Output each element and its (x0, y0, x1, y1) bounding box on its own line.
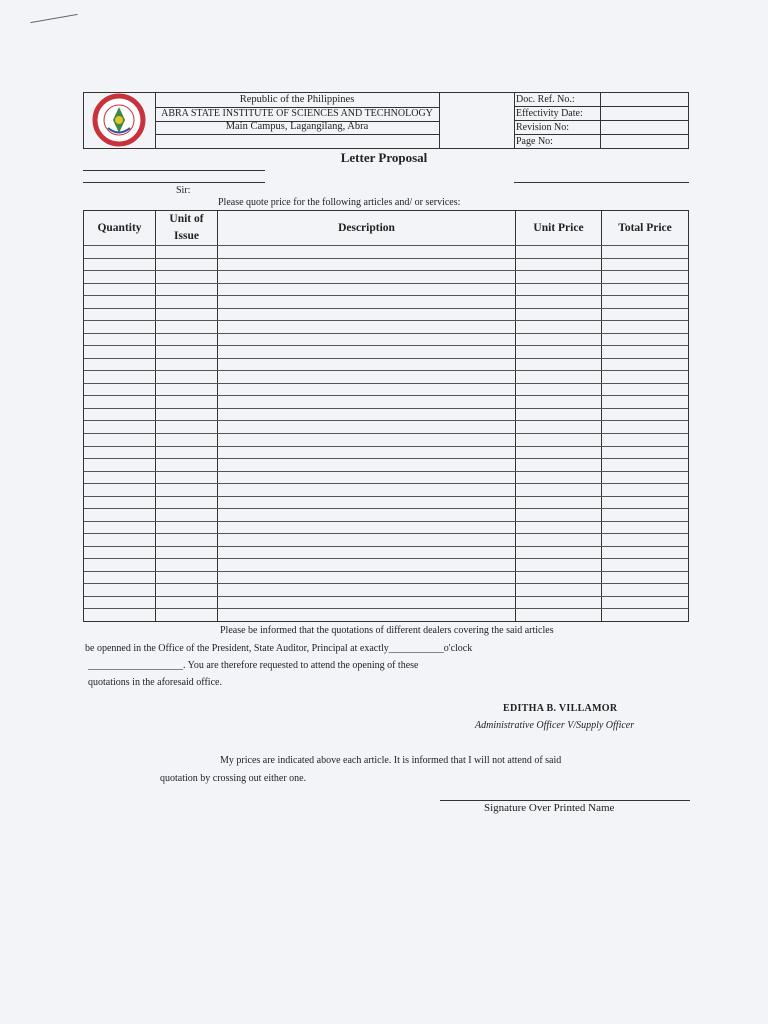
table-row (84, 596, 688, 597)
notice-line-3: ___________________. You are therefore requested to attend the opening of these (88, 660, 419, 671)
effectivity-row (514, 107, 688, 121)
column-divider (601, 211, 602, 621)
scan-mark (30, 14, 77, 23)
table-row (84, 608, 688, 609)
table-row (84, 533, 688, 534)
effectivity-label: Effectivity Date: (516, 108, 583, 119)
table-row (84, 358, 688, 359)
header-unit-of-issue: Unit of Issue (169, 213, 204, 242)
revision-label: Revision No: (516, 122, 570, 133)
document-title: Letter Proposal (340, 150, 428, 165)
table-row (84, 571, 688, 572)
table-row (84, 521, 688, 522)
table-row (84, 283, 688, 284)
table-row (84, 245, 688, 246)
addressee-line-2 (83, 182, 265, 183)
table-row (84, 458, 688, 459)
page-no-label: Page No: (516, 136, 553, 147)
logo-cell (84, 93, 156, 148)
header-description: Description (338, 221, 395, 234)
table-row (84, 483, 688, 484)
table-row (84, 496, 688, 497)
table-row (84, 546, 688, 547)
table-row (84, 258, 688, 259)
document-header (83, 92, 689, 149)
header-line-3: Main Campus, Lagangilang, Abra (155, 121, 439, 135)
signature-caption: Signature Over Printed Name (484, 802, 615, 814)
table-row (84, 320, 688, 321)
closing-line-1: My prices are indicated above each article. It is informed that I will not attend of said (220, 755, 562, 766)
table-row (84, 295, 688, 296)
items-table (83, 210, 689, 622)
institution-name-cell (155, 93, 440, 148)
document-meta (514, 93, 688, 148)
doc-ref-label: Doc. Ref. No.: (516, 94, 575, 105)
page-no-row (514, 135, 688, 149)
table-row (84, 333, 688, 334)
revision-row (514, 121, 688, 135)
header-blank-cell (439, 93, 515, 148)
date-line (514, 182, 689, 183)
notice-line-1: Please be informed that the quotations of different dealers covering the said articles (220, 625, 554, 636)
table-row (84, 446, 688, 447)
signature-line (440, 800, 690, 801)
signatory-name: EDITHA B. VILLAMOR (503, 703, 618, 714)
table-row (84, 420, 688, 421)
table-row (84, 395, 688, 396)
table-row (84, 558, 688, 559)
column-divider (515, 211, 516, 621)
signatory-position: Administrative Officer V/Supply Officer (475, 720, 635, 731)
table-row (84, 433, 688, 434)
column-divider (217, 211, 218, 621)
notice-line-2: be openned in the Office of the President, State Auditor, Principal at exactly___________o'clock (85, 643, 473, 654)
table-row (84, 508, 688, 509)
column-divider (155, 211, 156, 621)
table-row (84, 370, 688, 371)
table-row (84, 408, 688, 409)
header-unit-price: Unit Price (533, 221, 584, 234)
header-line-2: ABRA STATE INSTITUTE OF SCIENCES AND TECHNOLOGY (155, 107, 439, 122)
table-row (84, 471, 688, 472)
table-row (84, 308, 688, 309)
table-row (84, 345, 688, 346)
table-row (84, 383, 688, 384)
header-line-1: Republic of the Philippines (239, 94, 355, 105)
notice-line-4: quotations in the aforesaid office. (88, 677, 222, 688)
header-total-price: Total Price (618, 221, 672, 234)
addressee-line-1 (83, 170, 265, 171)
institution-seal-icon (84, 93, 155, 148)
doc-ref-row (514, 93, 688, 107)
closing-line-2: quotation by crossing out either one. (160, 773, 307, 784)
header-quantity: Quantity (97, 221, 142, 234)
table-row (84, 270, 688, 271)
intro-text: Please quote price for the following articles and/ or services: (218, 197, 461, 208)
table-row (84, 583, 688, 584)
salutation: Sir: (176, 185, 191, 196)
